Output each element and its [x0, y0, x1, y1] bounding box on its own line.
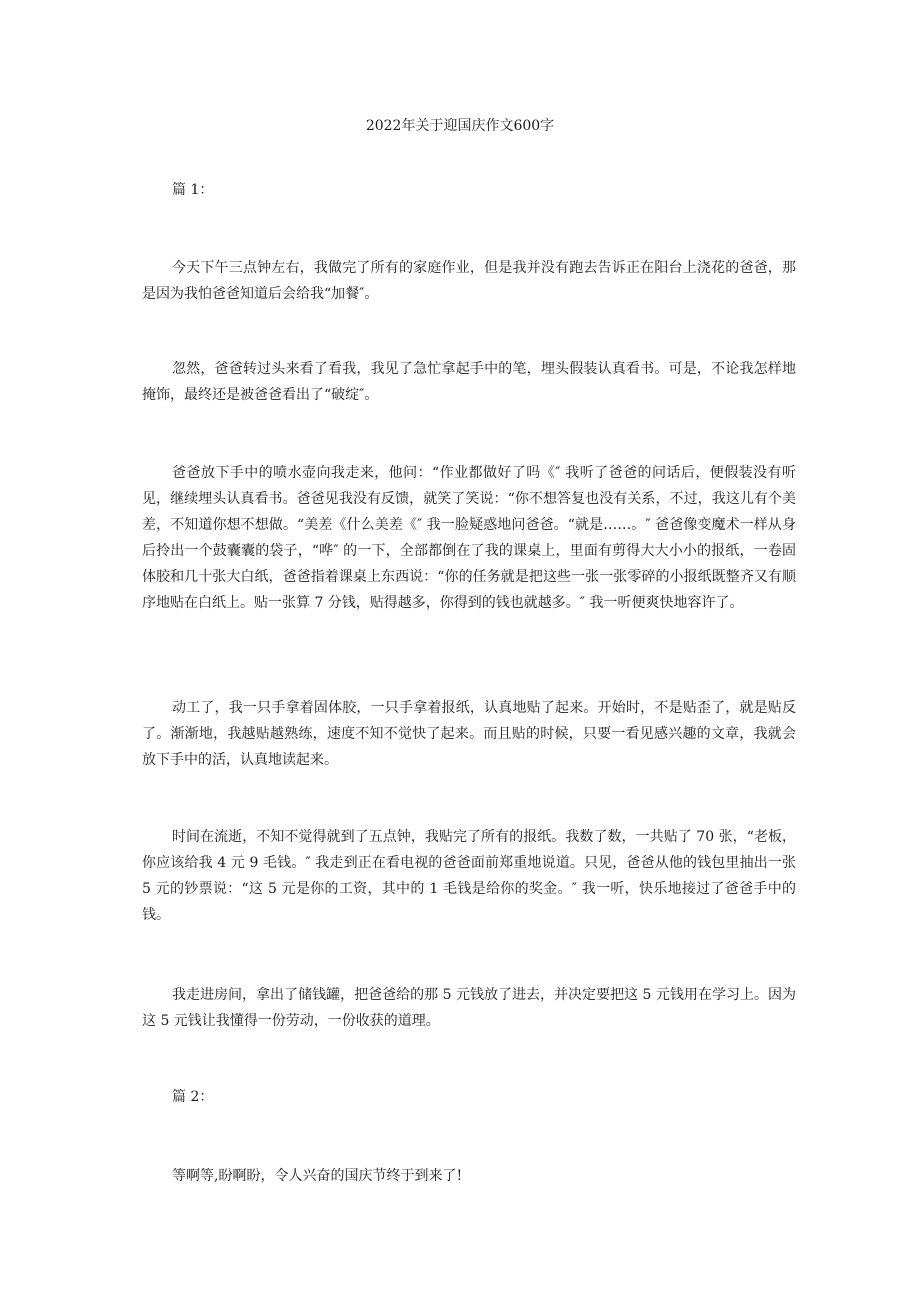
paragraph: 爸爸放下手中的喷水壶向我走来，他问：“作业都做好了吗《″ 我听了爸爸的问话后，便假装没有听见，继续埋头认真看书。爸爸见我没有反馈，就笑了笑说：“你不想答复也没有关系，不过，我这儿有个美差，不知道你想不想做。“美差《什么美差《″ 我一脸疑惑地问爸爸。“就是……。″ 爸爸像变魔术一样从身后拎出一个鼓囊囊的袋子，“哗″ 的一下，全部都倒在了我的课桌上，里面有剪得大大小小的报纸，一卷固体胶和几十张大白纸，爸爸指着课桌上东西说：“你的任务就是把这些一张一张零碎的小报纸既整齐又有顺序地贴在白纸上。贴一张算 7 分钱，贴得越多，你得到的钱也就越多。″ 我一听便爽快地容许了。 [142, 465, 796, 611]
paragraph: 我走进房间，拿出了储钱罐，把爸爸给的那 5 元钱放了进去，并决定要把这 5 元钱用在学习上。因为这 5 元钱让我懂得一份劳动，一份收获的道理。 [142, 987, 796, 1029]
paragraph: 今天下午三点钟左右，我做完了所有的家庭作业，但是我并没有跑去告诉正在阳台上浇花的爸爸，那是因为我怕爸爸知道后会给我“加餐″。 [142, 260, 796, 302]
paragraph: 等啊等,盼啊盼，令人兴奋的国庆节终于到来了! [172, 1168, 463, 1184]
paragraph: 动工了，我一只手拿着固体胶，一只手拿着报纸，认真地贴了起来。开始时，不是贴歪了，就是贴反了。渐渐地，我越贴越熟练，速度不知不觉快了起来。而且贴的时候，只要一看见感兴趣的文章，我就会放下手中的活，认真地读起来。 [142, 700, 796, 768]
section-heading-2: 篇 2： [172, 1089, 214, 1105]
paragraph: 忽然，爸爸转过头来看了看我，我见了急忙拿起手中的笔，埋头假装认真看书。可是，不论我怎样地掩饰，最终还是被爸爸看出了“破绽″。 [142, 361, 796, 403]
section-heading-1: 篇 1： [172, 182, 214, 198]
document-title: 2022年关于迎国庆作文600字 [365, 118, 555, 134]
paragraph: 时间在流逝，不知不觉得就到了五点钟，我贴完了所有的报纸。我数了数，一共贴了 70 张，“老板，你应该给我 4 元 9 毛钱。″ 我走到正在看电视的爸爸面前郑重地说道。只见，爸爸从他的钱包里抽出一张 5 元的钞票说：“这 5 元是你的工资，其中的 1 毛钱是给你的奖金。″ 我一听，快乐地接过了爸爸手中的钱。 [142, 829, 796, 923]
